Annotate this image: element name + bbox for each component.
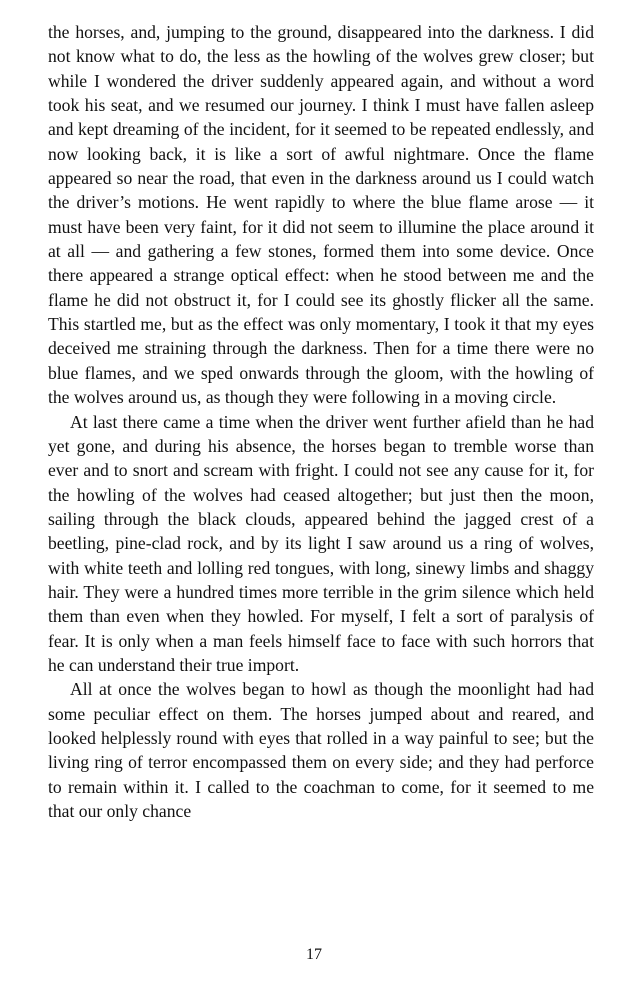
- page-body: [48, 20, 594, 823]
- paragraph-3: All at once the wolves began to howl as though the moonlight had had some peculiar effect on them. The horses jumped about and reared, and looked helplessly round with eyes that rolled in a way painful to see; but the living ring of terror encompassed them on every side; and they had perforce to remain within it. I called to the coachman to come, for it seemed to me that our only chance: [48, 679, 594, 821]
- page-number: 17: [306, 946, 322, 963]
- paragraph-1: the horses, and, jumping to the ground, disappeared into the darkness. I did not know what to do, the less as the howling of the wolves grew closer; but while I wondered the driver suddenly appeared again, and without a word took his seat, and we resumed our journey. I think I must have fallen asleep and kept dreaming of the incident, for it seemed to be repeated endlessly, and now looking back, it is like a sort of awful nightmare. Once the flame appeared so near the road, that even in the darkness around us I could watch the driver’s motions. He went rapidly to where the blue flame arose — it must have been very faint, for it did not seem to illumine the place around it at all — and gathering a few stones, formed them into some device. Once there appeared a strange optical effect: when he stood between me and the flame he did not obstruct it, for I could see its ghostly flicker all the same. This startled me, but as the effect was only momentary, I took it that my eyes deceived me straining through the darkness. Then for a time there were no blue flames, and we sped onwards through the gloom, with the howling of the wolves around us, as though they were following in a moving circle.: [48, 22, 594, 408]
- paragraph-2: At last there came a time when the driver went further afield than he had yet gone, and during his absence, the horses began to tremble worse than ever and to snort and scream with fright. I could not see any cause for it, for the howling of the wolves had ceased altogether; but just then the moon, sailing through the black clouds, appeared behind the jagged crest of a beetling, pine-clad rock, and by its light I saw around us a ring of wolves, with white teeth and lolling red tongues, with long, sinewy limbs and shaggy hair. They were a hundred times more terrible in the grim silence which held them than even when they howled. For myself, I felt a sort of paralysis of fear. It is only when a man feels himself face to face with such horrors that he can understand their true import.: [48, 411, 594, 675]
